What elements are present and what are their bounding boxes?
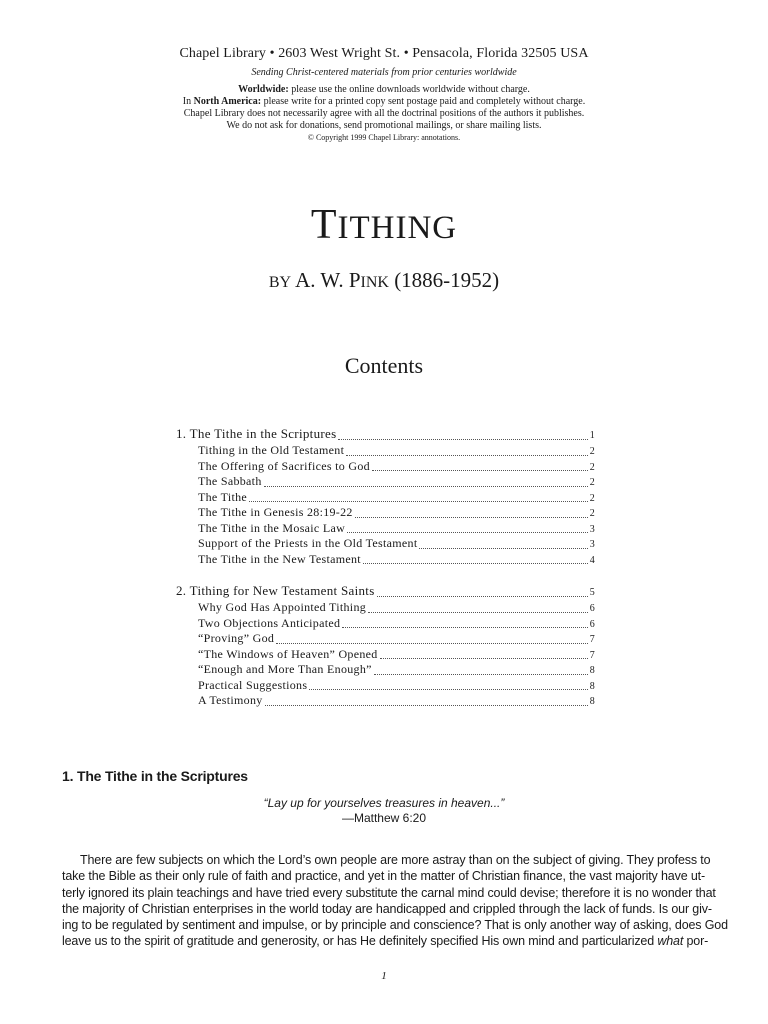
toc-entry[interactable] — [176, 521, 595, 537]
toc-page: 6 — [589, 618, 595, 630]
toc-entry[interactable] — [176, 536, 595, 552]
toc-page: 8 — [589, 665, 595, 676]
toc-label: “The Windows of Heaven” Opened — [198, 646, 378, 661]
toc-entry[interactable] — [176, 505, 595, 521]
toc-page: 3 — [589, 539, 595, 550]
worldwide-label: Worldwide: — [238, 84, 289, 95]
toc-entry[interactable] — [176, 600, 595, 616]
body-line: the majority of Christian enterprises in the world today are handicapped and crippled through the lack of funds. Is our giv- — [62, 901, 712, 916]
toc-entry[interactable] — [176, 552, 595, 568]
toc-entry[interactable] — [176, 678, 595, 694]
publisher-notes — [0, 84, 768, 143]
toc-entry[interactable] — [176, 459, 595, 475]
toc-entry[interactable] — [176, 474, 595, 490]
toc-page: 2 — [589, 508, 595, 519]
na-text: please write for a printed copy sent postage paid and completely without charge. — [261, 96, 586, 107]
byline-by: BY — [268, 274, 292, 291]
worldwide-note — [0, 84, 768, 96]
toc-label: The Tithe in the New Testament — [198, 551, 361, 566]
body-text-segment: leave us to the spirit of gratitude and generosity, or has He definitely specified His own mind and particularized — [62, 934, 658, 949]
toc-page: 5 — [589, 587, 595, 598]
toc-page: 7 — [589, 649, 595, 661]
toc-entry[interactable] — [176, 693, 595, 709]
toc-page: 8 — [589, 696, 595, 707]
toc-label: Why God Has Appointed Tithing — [198, 600, 367, 614]
toc-page: 4 — [589, 554, 595, 566]
title-rest: ITHING — [337, 210, 458, 246]
toc-label: Practical Suggestions — [198, 677, 308, 692]
toc-page: 1 — [589, 430, 595, 441]
title-initial: T — [310, 202, 338, 248]
body-emphasis: what — [657, 934, 684, 949]
toc-page: 2 — [589, 492, 595, 504]
toc-page: 6 — [589, 603, 595, 614]
epigraph-reference: —Matthew 6:20 — [341, 811, 427, 825]
author-byline — [0, 268, 768, 293]
body-line: terly ignored its plain teachings and have tried every substitute the carnal mind could devise; therefore it is no wonder that — [62, 885, 716, 900]
body-text-segment: por- — [683, 934, 709, 949]
toc-page: 8 — [589, 680, 595, 692]
toc-label: The Offering of Sacrifices to God — [198, 458, 370, 473]
epigraph — [0, 796, 768, 826]
toc-label: The Tithe in the Mosaic Law — [198, 520, 346, 535]
toc-label: 1. The Tithe in the Scriptures — [176, 426, 337, 441]
table-of-contents-section-1 — [176, 426, 595, 567]
toc-label: The Tithe — [198, 489, 248, 504]
toc-entry[interactable] — [176, 662, 595, 678]
section-heading: 1. The Tithe in the Scriptures — [62, 768, 248, 784]
disclaimer-note: Chapel Library does not necessarily agree with all the doctrinal positions of the authors it publishes. — [183, 108, 585, 119]
toc-label: Tithing in the Old Testament — [198, 443, 345, 457]
toc-label: The Sabbath — [198, 474, 262, 488]
north-america-note — [0, 96, 768, 108]
toc-label: Support of the Priests in the Old Testament — [198, 536, 418, 550]
toc-page: 2 — [589, 477, 595, 488]
toc-label: 2. Tithing for New Testament Saints — [176, 583, 375, 598]
table-of-contents-section-2 — [176, 583, 595, 709]
body-line: There are few subjects on which the Lord’s own people are more astray than on the subject of giving. They profess to — [80, 853, 711, 867]
toc-page: 3 — [589, 523, 595, 535]
toc-entry[interactable] — [176, 490, 595, 506]
body-line: take the Bible as their only rule of faith and practice, and yet in the matter of Christian finance, the vast majority have ut- — [62, 869, 705, 884]
copyright-note: © Copyright 1999 Chapel Library: annotations. — [307, 133, 461, 142]
epigraph-quote: “Lay up for yourselves treasures in heaven...” — [263, 796, 505, 810]
toc-entry[interactable] — [176, 647, 595, 663]
toc-label: “Proving” God — [198, 631, 275, 645]
worldwide-text: please use the online downloads worldwide without charge. — [288, 84, 530, 95]
toc-page: 2 — [589, 446, 595, 457]
toc-entry[interactable] — [176, 631, 595, 647]
body-line-last — [62, 933, 709, 949]
na-prefix: In — [182, 96, 194, 107]
byline-author-rest: INK — [360, 274, 389, 291]
byline-dates: (1886-1952) — [388, 268, 500, 292]
publisher-tagline: Sending Christ-centered materials from prior centuries worldwide — [251, 67, 517, 78]
toc-entry[interactable] — [176, 616, 595, 632]
toc-label: Two Objections Anticipated — [198, 615, 341, 630]
donations-note: We do not ask for donations, send promotional mailings, or share mailing lists. — [226, 120, 542, 131]
toc-page: 7 — [589, 634, 595, 645]
toc-label: The Tithe in Genesis 28:19-22 — [198, 505, 353, 519]
na-label: North America: — [193, 96, 262, 107]
body-line: ing to be regulated by sentiment and impulse, or by principle and conscience? That is only another way of asking, does God — [62, 918, 728, 933]
toc-label: A Testimony — [198, 693, 263, 707]
toc-entry[interactable] — [176, 583, 595, 600]
toc-entry[interactable] — [176, 443, 595, 459]
contents-heading: Contents — [344, 353, 424, 378]
toc-page: 2 — [589, 461, 595, 473]
page-number: 1 — [381, 970, 387, 982]
toc-entry[interactable] — [176, 426, 595, 443]
document-title — [0, 201, 768, 249]
byline-author: A. W. P — [291, 268, 361, 292]
toc-label: “Enough and More Than Enough” — [198, 662, 372, 676]
body-paragraph — [62, 852, 728, 950]
publisher-address: Chapel Library • 2603 West Wright St. • Pensacola, Florida 32505 USA — [179, 46, 589, 61]
